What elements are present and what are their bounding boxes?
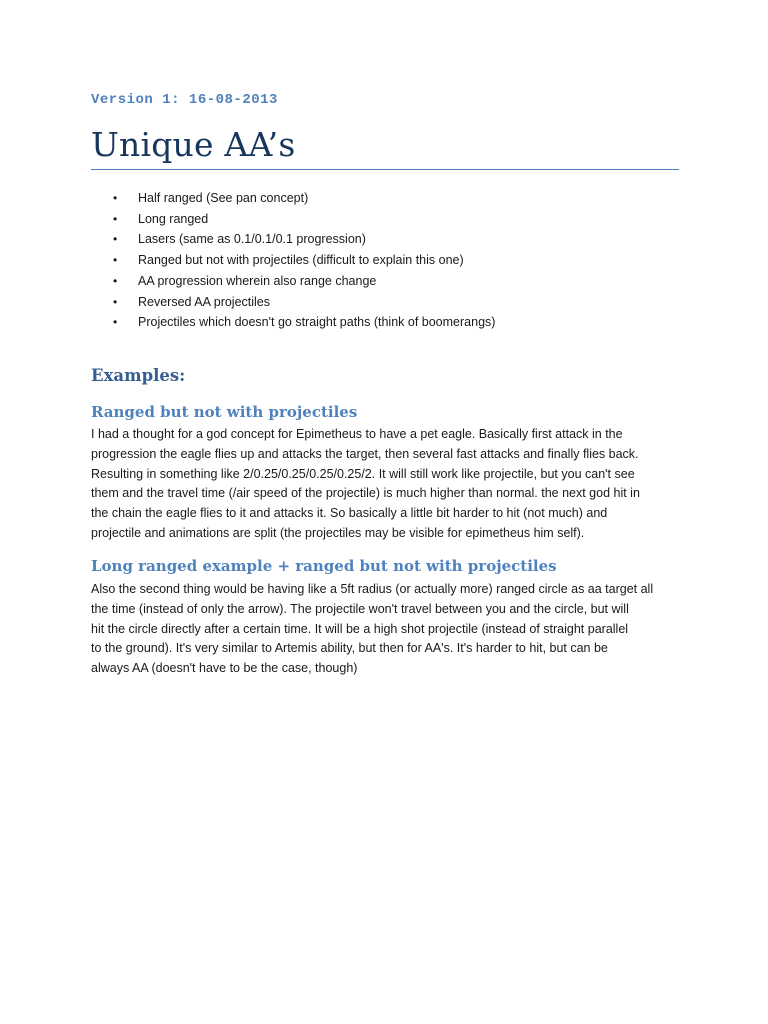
- list-item-text: Projectiles which doesn't go straight paths (think of boomerangs): [138, 315, 496, 330]
- paragraph-line: always AA (doesn't have to be the case, though): [91, 661, 358, 676]
- paragraph-line: to the ground). It's very similar to Artemis ability, but then for AA's. It's harder to hit, but can be: [91, 641, 608, 656]
- bullet-icon: •: [113, 232, 118, 247]
- paragraph-line: them and the travel time (/air speed of the projectile) is much higher than normal. the next god hit in: [91, 486, 640, 501]
- list-item-text: Ranged but not with projectiles (difficult to explain this one): [138, 253, 464, 268]
- bullet-icon: •: [113, 253, 118, 268]
- list-item: [91, 271, 495, 292]
- feature-list: [91, 188, 495, 333]
- list-item: [91, 209, 495, 230]
- list-item: [91, 188, 495, 209]
- paragraph-line: progression the eagle flies up and attacks the target, then several fast attacks and finally flies back.: [91, 446, 639, 461]
- list-item-text: Lasers (same as 0.1/0.1/0.1 progression): [138, 232, 366, 247]
- section-heading-ranged: Ranged but not with projectiles: [91, 403, 358, 421]
- list-item-text: AA progression wherein also range change: [138, 273, 377, 288]
- list-item-text: Reversed AA projectiles: [138, 294, 271, 309]
- version-label: Version 1: 16-08-2013: [91, 92, 278, 108]
- examples-heading: Examples:: [91, 366, 186, 385]
- section-body-long-ranged: [91, 580, 691, 679]
- paragraph-line: Resulting in something like 2/0.25/0.25/0.25/0.25/2. It will still work like projectile, but you can't see: [91, 466, 635, 481]
- list-item: [91, 312, 495, 333]
- list-item: [91, 250, 495, 271]
- title-underline: [91, 169, 679, 170]
- bullet-icon: •: [113, 315, 118, 330]
- document-title: Unique AA’s: [91, 125, 296, 164]
- section-heading-long-ranged: Long ranged example + ranged but not with projectiles: [91, 557, 557, 575]
- paragraph-line: hit the circle directly after a certain time. It will be a high shot projectile (instead of straight parallel: [91, 621, 629, 636]
- list-item: [91, 292, 495, 313]
- section-body-ranged: [91, 425, 691, 544]
- list-item: [91, 229, 495, 250]
- paragraph-line: projectile and animations are split (the projectiles may be visible for epimetheus him self).: [91, 525, 585, 540]
- bullet-icon: •: [113, 211, 118, 226]
- list-item-text: Half ranged (See pan concept): [138, 191, 309, 205]
- paragraph-line: I had a thought for a god concept for Epimetheus to have a pet eagle. Basically first attack in the: [91, 427, 623, 441]
- bullet-icon: •: [113, 294, 118, 309]
- list-item-text: Long ranged: [138, 211, 209, 226]
- paragraph-line: Also the second thing would be having like a 5ft radius (or actually more) ranged circle as aa target all: [91, 582, 654, 596]
- bullet-icon: •: [113, 273, 118, 288]
- paragraph-line: the chain the eagle flies to it and attacks it. So basically a little bit harder to hit (not much) and: [91, 506, 608, 521]
- bullet-icon: •: [113, 191, 118, 205]
- paragraph-line: the time (instead of only the arrow). The projectile won't travel between you and the circle, but will: [91, 601, 629, 616]
